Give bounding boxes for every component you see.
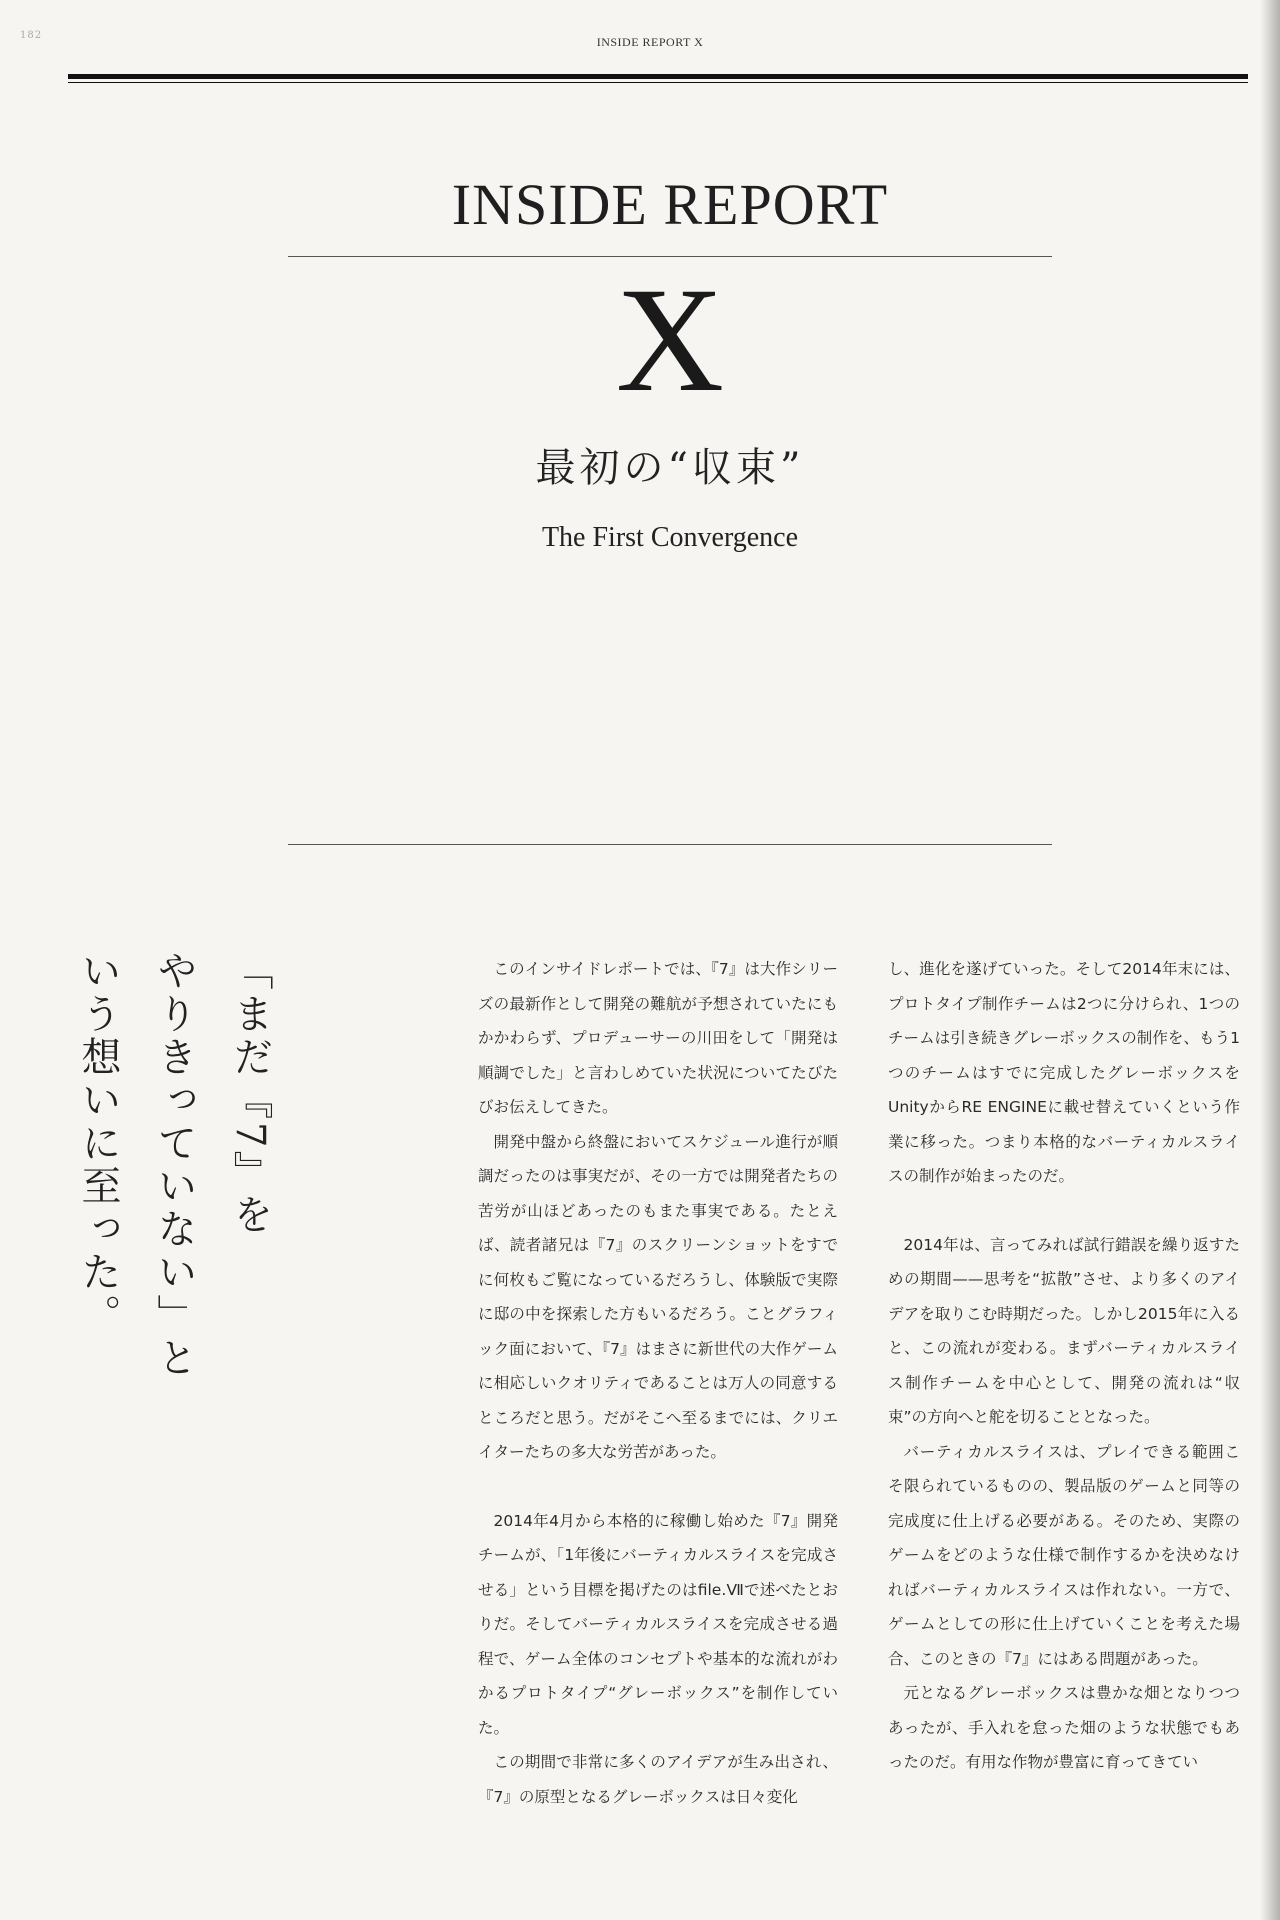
title-divider-bottom bbox=[288, 844, 1052, 845]
paragraph: 開発中盤から終盤においてスケジュール進行が順調だったのは事実だが、その一方では開発者たちの苦労が山ほどあったのもまた事実である。たとえば、読者諸兄は『7』のスクリーンショットをすでに何枚もご覧になっているだろうし、体験版で実際に邸の中を探索した方もいるだろう。ことグラフィック面において、『7』はまさに新世代の大作ゲームに相応しいクオリティであることは万人の同意するところだと思う。だがそこへ至るまでには、クリエイターたちの多大な労苦があった。 bbox=[478, 1132, 838, 1461]
page-edge-shadow bbox=[1260, 0, 1280, 1920]
header-rule-thin bbox=[68, 82, 1248, 83]
pull-quote: 「まだ『7』を やりきっていない」と いう想いに至った。 bbox=[75, 950, 273, 1380]
paragraph: し、進化を遂げていった。そして2014年末には、プロトタイプ制作チームは2つに分けられ、1つのチームは引き続きグレーボックスの制作を、もう1つのチームはすでに完成したグレーボックスをUnityからRE ENGINEに載せ替えていくという作業に移った。つまり本格的なバーティカルスライスの制作が始まったのだ。 bbox=[888, 960, 1240, 1185]
paragraph: この期間で非常に多くのアイデアが生み出され、『7』の原型となるグレーボックスは日々変化 bbox=[478, 1753, 838, 1806]
body-column-right bbox=[888, 952, 1240, 1780]
header-rule-thick bbox=[68, 74, 1248, 79]
paragraph: 元となるグレーボックスは豊かな畑となりつつあったが、手入れを怠った畑のような状態でもあったのだ。有用な作物が豊富に育ってきてい bbox=[888, 1684, 1240, 1771]
report-title: INSIDE REPORT bbox=[451, 172, 889, 237]
page-number: 182 bbox=[20, 30, 43, 41]
paragraph: 2014年4月から本格的に稼働し始めた『7』開発チームが、「1年後にバーティカルスライスを完成させる」という目標を掲げたのはfile.Ⅶで述べたとおりだ。そしてバーティカルスライスを完成させる過程で、ゲーム全体のコンセプトや基本的な流れがわかるプロトタイプ“グレーボックス”を制作していた。 bbox=[478, 1511, 838, 1737]
chapter-numeral: X bbox=[615, 257, 725, 423]
body-column-left bbox=[478, 952, 838, 1814]
paragraph: 2014年は、言ってみれば試行錯誤を繰り返すための期間——思考を“拡散”させ、より多くのアイデアを取りこむ時期だった。しかし2015年に入ると、この流れが変わる。まずバーティカルスライス制作チームを中心として、開発の流れは“収束”の方向へと舵を切ることとなった。 bbox=[888, 1235, 1240, 1426]
paragraph: このインサイドレポートでは、『7』は大作シリーズの最新作として開発の難航が予想されていたにもかかわらず、プロデューサーの川田をして「開発は順調でした」と言わしめていた状況についてたびたびお伝えしてきた。 bbox=[478, 960, 838, 1116]
running-head: INSIDE REPORT X bbox=[596, 35, 704, 49]
paragraph: バーティカルスライスは、プレイできる範囲こそ限られているものの、製品版のゲームと同等の完成度に仕上げる必要がある。そのため、実際のゲームをどのような仕様で制作するかを決めなければバーティカルスライスは作れない。一方で、ゲームとしての形に仕上げていくことを考えた場合、このときの『7』にはある問題があった。 bbox=[888, 1442, 1240, 1668]
japanese-chapter-title: 最初の“収束” bbox=[535, 445, 805, 491]
english-subtitle: The First Convergence bbox=[541, 522, 799, 553]
